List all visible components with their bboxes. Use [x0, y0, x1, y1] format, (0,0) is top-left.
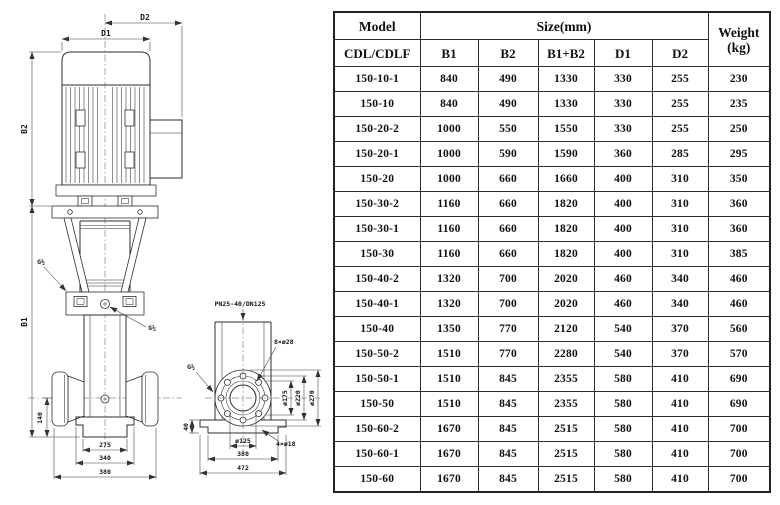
header-row-1 [334, 12, 770, 40]
value-cell: 255 [652, 92, 708, 117]
header-model: Model [334, 12, 420, 40]
table-row [334, 217, 770, 242]
value-cell: 2355 [538, 392, 594, 417]
value-cell: 370 [652, 342, 708, 367]
value-cell: 490 [478, 92, 538, 117]
table-row [334, 417, 770, 442]
base-holes-label: 4×ø18 [276, 440, 296, 448]
drain-plug [101, 300, 110, 309]
value-cell: 340 [652, 292, 708, 317]
value-cell: 700 [708, 417, 770, 442]
header-row-2 [334, 40, 770, 67]
value-cell: 2355 [538, 367, 594, 392]
table-row [334, 167, 770, 192]
model-cell: 150-30 [334, 242, 420, 267]
value-cell: 360 [708, 192, 770, 217]
value-cell: 410 [652, 417, 708, 442]
value-cell: 700 [708, 442, 770, 467]
size-table [333, 11, 771, 493]
front-view [20, 13, 182, 479]
dim-label-dia220: ø220 [294, 390, 302, 406]
dim-label-d1: D1 [101, 29, 111, 38]
header-col-d1: D1 [594, 40, 652, 67]
value-cell: 845 [478, 367, 538, 392]
value-cell: 235 [708, 92, 770, 117]
value-cell: 1160 [420, 217, 478, 242]
gauge-port [101, 395, 109, 403]
value-cell: 1820 [538, 192, 594, 217]
table-row [334, 467, 770, 493]
discharge-flange [142, 372, 158, 426]
value-cell: 770 [478, 317, 538, 342]
value-cell: 1670 [420, 467, 478, 493]
value-cell: 370 [652, 317, 708, 342]
value-cell: 2120 [538, 317, 594, 342]
value-cell: 460 [708, 267, 770, 292]
value-cell: 385 [708, 242, 770, 267]
pump-drawing-svg [0, 0, 334, 500]
model-cell: 150-50-1 [334, 367, 420, 392]
value-cell: 1820 [538, 217, 594, 242]
value-cell: 1320 [420, 292, 478, 317]
table-row [334, 92, 770, 117]
suction-flange [52, 372, 68, 426]
value-cell: 330 [594, 67, 652, 92]
value-cell: 840 [420, 67, 478, 92]
value-cell: 360 [594, 142, 652, 167]
value-cell: 250 [708, 117, 770, 142]
value-cell: 550 [478, 117, 538, 142]
value-cell: 700 [708, 467, 770, 493]
table-row [334, 117, 770, 142]
value-cell: 1000 [420, 117, 478, 142]
table-row [334, 267, 770, 292]
value-cell: 460 [594, 292, 652, 317]
dim-label-b1: B1 [20, 317, 29, 327]
value-cell: 2020 [538, 267, 594, 292]
value-cell: 2280 [538, 342, 594, 367]
value-cell: 1330 [538, 92, 594, 117]
model-cell: 150-60-2 [334, 417, 420, 442]
dim-label-380-front: 380 [99, 468, 111, 476]
value-cell: 845 [478, 442, 538, 467]
value-cell: 255 [652, 67, 708, 92]
model-cell: 150-40-1 [334, 292, 420, 317]
value-cell: 310 [652, 192, 708, 217]
value-cell: 255 [652, 117, 708, 142]
value-cell: 1660 [538, 167, 594, 192]
model-cell: 150-20 [334, 167, 420, 192]
value-cell: 460 [594, 267, 652, 292]
header-col-b1: B1 [420, 40, 478, 67]
value-cell: 660 [478, 192, 538, 217]
value-cell: 660 [478, 242, 538, 267]
value-cell: 580 [594, 417, 652, 442]
value-cell: 410 [652, 442, 708, 467]
header-weight [708, 12, 770, 67]
value-cell: 310 [652, 167, 708, 192]
table-row [334, 142, 770, 167]
side-view [182, 300, 322, 475]
model-cell: 150-10-1 [334, 67, 420, 92]
bolt-holes-label: 8×ø28 [274, 338, 294, 346]
value-cell: 340 [652, 267, 708, 292]
plug-label-g-half-upper: G½ [37, 258, 45, 266]
dim-label-140: 140 [36, 412, 44, 424]
value-cell: 540 [594, 342, 652, 367]
value-cell: 1670 [420, 442, 478, 467]
model-cell: 150-50 [334, 392, 420, 417]
table-row [334, 392, 770, 417]
value-cell: 845 [478, 417, 538, 442]
value-cell: 285 [652, 142, 708, 167]
header-size-group: Size(mm) [420, 12, 708, 40]
value-cell: 2515 [538, 467, 594, 493]
value-cell: 295 [708, 142, 770, 167]
value-cell: 1320 [420, 267, 478, 292]
dim-label-dia175: ø175 [281, 390, 289, 406]
header-col-d2: D2 [652, 40, 708, 67]
value-cell: 570 [708, 342, 770, 367]
model-cell: 150-20-2 [334, 117, 420, 142]
flange-spec-label: PN25-40/DN125 [214, 300, 266, 308]
model-cell: 150-40 [334, 317, 420, 342]
value-cell: 330 [594, 117, 652, 142]
model-cell: 150-10 [334, 92, 420, 117]
plug-label-g-half-drain: G½ [148, 324, 156, 332]
table-row [334, 192, 770, 217]
header-weight-line1: Weight [718, 24, 760, 40]
model-cell: 150-20-1 [334, 142, 420, 167]
value-cell: 400 [594, 167, 652, 192]
value-cell: 330 [594, 92, 652, 117]
value-cell: 700 [478, 267, 538, 292]
model-cell: 150-60-1 [334, 442, 420, 467]
value-cell: 400 [594, 192, 652, 217]
table-row [334, 317, 770, 342]
dim-label-472: 472 [237, 464, 249, 472]
value-cell: 1330 [538, 67, 594, 92]
value-cell: 310 [652, 242, 708, 267]
value-cell: 400 [594, 242, 652, 267]
value-cell: 1670 [420, 417, 478, 442]
table-row [334, 342, 770, 367]
value-cell: 1590 [538, 142, 594, 167]
value-cell: 1510 [420, 367, 478, 392]
value-cell: 580 [594, 367, 652, 392]
model-cell: 150-40-2 [334, 267, 420, 292]
value-cell: 560 [708, 317, 770, 342]
value-cell: 770 [478, 342, 538, 367]
value-cell: 1820 [538, 242, 594, 267]
header-weight-line2: (kg) [727, 39, 751, 55]
size-table-body [334, 67, 770, 493]
value-cell: 350 [708, 167, 770, 192]
value-cell: 1000 [420, 167, 478, 192]
value-cell: 660 [478, 167, 538, 192]
table-row [334, 292, 770, 317]
size-table-container [333, 11, 770, 493]
value-cell: 1350 [420, 317, 478, 342]
value-cell: 845 [478, 392, 538, 417]
value-cell: 400 [594, 217, 652, 242]
value-cell: 845 [478, 467, 538, 493]
value-cell: 580 [594, 467, 652, 493]
dim-label-d2: D2 [140, 13, 150, 22]
dim-label-380-side: 380 [237, 450, 249, 458]
value-cell: 590 [478, 142, 538, 167]
table-row [334, 242, 770, 267]
value-cell: 700 [478, 292, 538, 317]
dim-label-275: 275 [99, 441, 111, 449]
value-cell: 410 [652, 367, 708, 392]
value-cell: 460 [708, 292, 770, 317]
pump-technical-drawing [0, 0, 334, 500]
value-cell: 1550 [538, 117, 594, 142]
value-cell: 1160 [420, 242, 478, 267]
dim-label-340: 340 [99, 454, 111, 462]
value-cell: 1160 [420, 192, 478, 217]
value-cell: 540 [594, 317, 652, 342]
value-cell: 660 [478, 217, 538, 242]
value-cell: 490 [478, 67, 538, 92]
value-cell: 2515 [538, 442, 594, 467]
value-cell: 2515 [538, 417, 594, 442]
plug-label-g-half-side: G½ [187, 363, 195, 371]
header-model-series: CDL/CDLF [334, 40, 420, 67]
value-cell: 1510 [420, 342, 478, 367]
junction-box [150, 120, 182, 178]
value-cell: 690 [708, 367, 770, 392]
dim-label-b2: B2 [20, 124, 29, 134]
table-row [334, 67, 770, 92]
value-cell: 2020 [538, 292, 594, 317]
value-cell: 1000 [420, 142, 478, 167]
dim-label-dia270: ø270 [308, 390, 316, 406]
model-cell: 150-60 [334, 467, 420, 493]
table-row [334, 442, 770, 467]
value-cell: 310 [652, 217, 708, 242]
value-cell: 230 [708, 67, 770, 92]
header-col-b1b2: B1+B2 [538, 40, 594, 67]
value-cell: 690 [708, 392, 770, 417]
value-cell: 410 [652, 467, 708, 493]
table-row [334, 367, 770, 392]
value-cell: 580 [594, 392, 652, 417]
value-cell: 1510 [420, 392, 478, 417]
dim-label-dia125: ø125 [235, 437, 251, 445]
value-cell: 410 [652, 392, 708, 417]
value-cell: 360 [708, 217, 770, 242]
header-col-b2: B2 [478, 40, 538, 67]
model-cell: 150-30-2 [334, 192, 420, 217]
model-cell: 150-30-1 [334, 217, 420, 242]
dim-label-40: 40 [182, 423, 190, 431]
value-cell: 840 [420, 92, 478, 117]
model-cell: 150-50-2 [334, 342, 420, 367]
value-cell: 580 [594, 442, 652, 467]
